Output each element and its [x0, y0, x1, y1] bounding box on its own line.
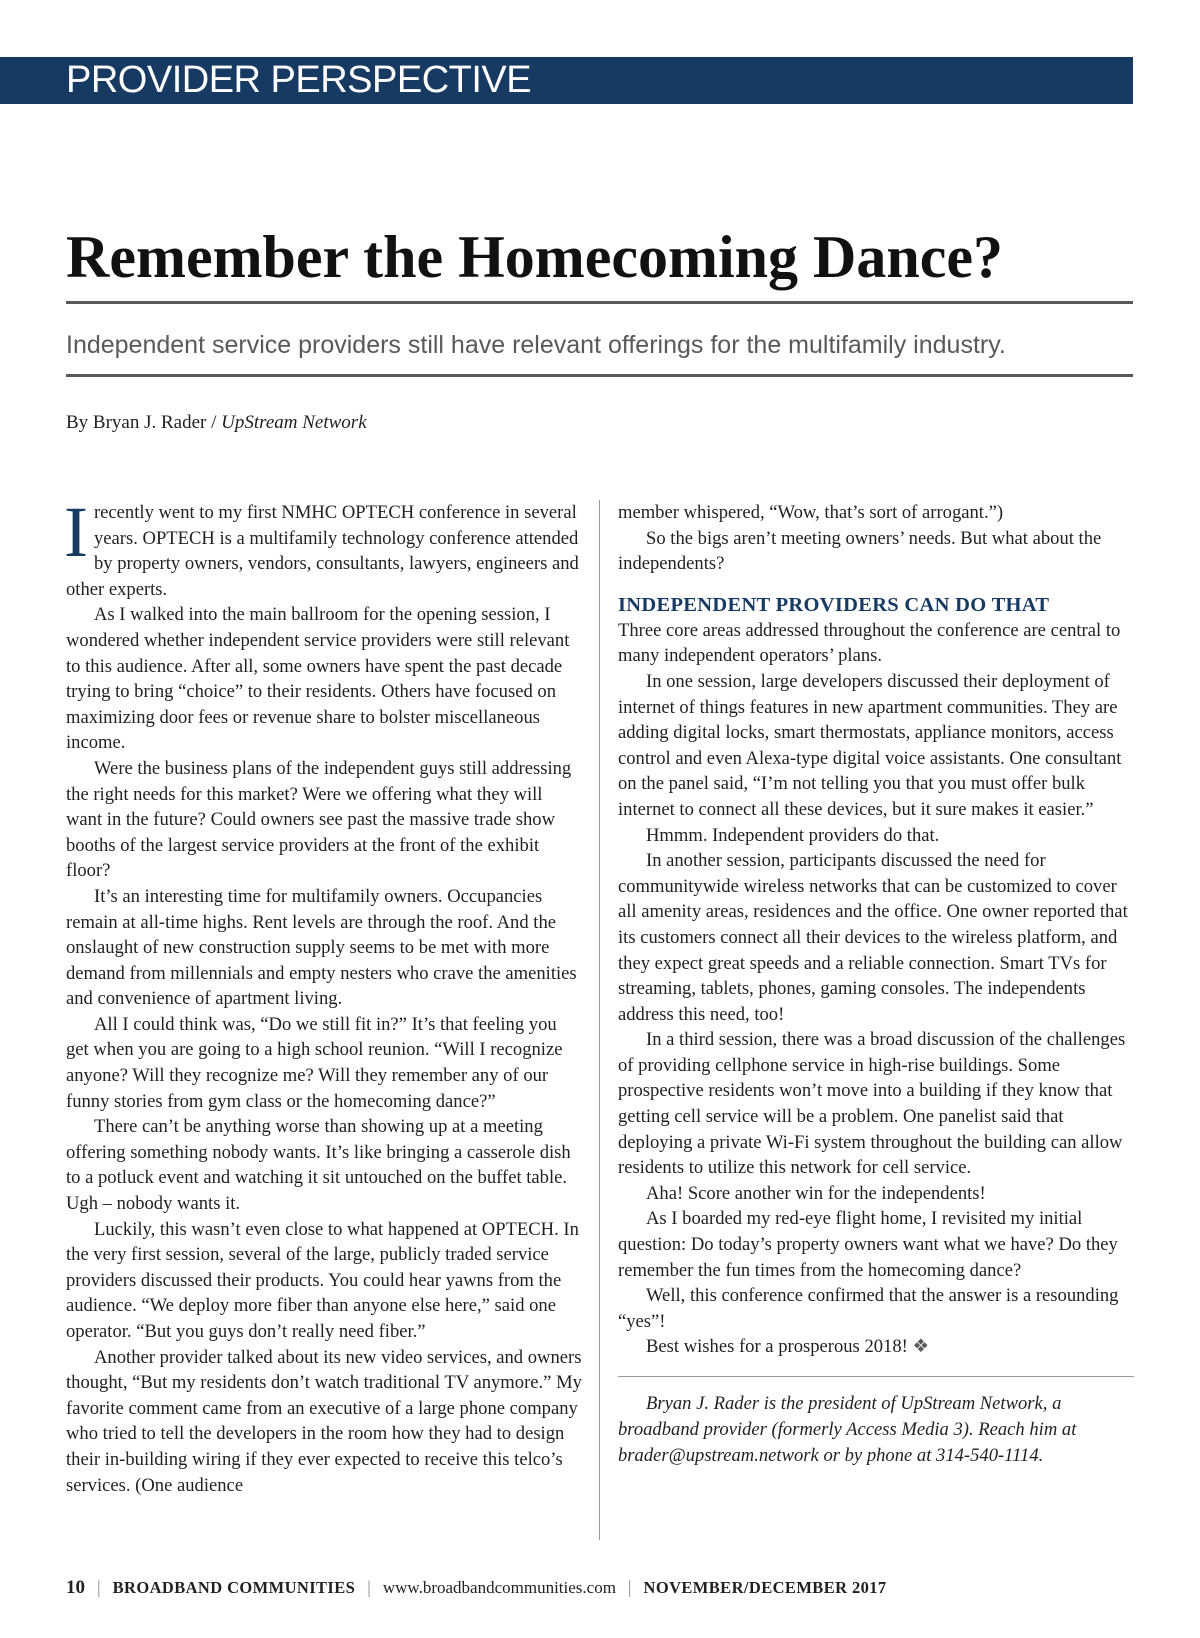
- section-banner: [0, 57, 1133, 104]
- page-number: 10: [66, 1577, 85, 1598]
- paragraph: All I could think was, “Do we still fit in?” It’s that feeling you get when you are going to a high school reunion. “Will I recognize anyone? Will they recognize me? Will they remember any of our funny stories from gym class or the homecoming dance?”: [66, 1013, 563, 1112]
- paragraph: Best wishes for a prosperous 2018! ❖: [646, 1336, 930, 1358]
- paragraph: Luckily, this wasn’t even close to what happened at OPTECH. In the very first session, several of the large, publicly traded service providers discussed their products. You could hear yawns from the audience. “We deploy more fiber than anyone else here,” said one operator. “But you guys don’t really need fiber.”: [66, 1218, 579, 1342]
- issue-date: NOVEMBER/DECEMBER 2017: [643, 1578, 887, 1597]
- byline-author: By Bryan J. Rader /: [66, 412, 217, 433]
- footer-separator: |: [367, 1577, 371, 1597]
- author-bio: Bryan J. Rader is the president of UpStream Network, a broadband provider (formerly Access Media 3). Reach him at brader@upstream.network or by phone at 314-540-1114.: [618, 1393, 1077, 1466]
- drop-cap: I: [64, 492, 88, 572]
- paragraph: There can’t be anything worse than showing up at a meeting offering something nobody wants. It’s like bringing a casserole dish to a potluck event and watching it sit untouched on the buffet table. Ugh – nobody wants it.: [66, 1116, 571, 1215]
- paragraph: Aha! Score another win for the independents!: [646, 1182, 986, 1204]
- section-heading: INDEPENDENT PROVIDERS CAN DO THAT: [618, 593, 1050, 616]
- article-column-left: [64, 492, 583, 1498]
- paragraph: It’s an interesting time for multifamily owners. Occupancies remain at all-time highs. Rent levels are through the roof. And the onslaught of new construction supply seems to be met with more demand from millennials and empty nesters who crave the amenities and convenience of apartment living.: [66, 885, 577, 1010]
- end-mark-icon: ❖: [912, 1336, 930, 1358]
- byline-organization: UpStream Network: [221, 412, 367, 433]
- paragraph: Three core areas addressed throughout the conference are central to many independent operators’ plans.: [618, 619, 1121, 667]
- paragraph: So the bigs aren’t meeting owners’ needs. But what about the independents?: [618, 527, 1102, 575]
- section-label: PROVIDER PERSPECTIVE: [66, 59, 532, 101]
- paragraph: In one session, large developers discussed their deployment of internet of things features in new apartment communities. They are adding digital locks, smart thermostats, appliance monitors, access control and even Alexa-type digital voice assistants. One consultant on the panel said, “I’m not telling you that you must offer bulk internet to connect all these devices, but it sure makes it easier.”: [618, 670, 1122, 820]
- paragraph: Irecently went to my first NMHC OPTECH conference in several years. OPTECH is a multifamily technology conference attended by property owners, vendors, consultants, lawyers, engineers and other experts.: [64, 492, 579, 600]
- footer-separator: |: [97, 1577, 101, 1597]
- footer-separator: |: [627, 1577, 632, 1597]
- column-divider: [599, 500, 600, 1540]
- byline: [66, 410, 367, 436]
- bio-rule: [618, 1376, 1134, 1377]
- paragraph: In another session, participants discussed the need for communitywide wireless networks that can be customized to cover all amenity areas, residences and the office. One owner reported that its customers connect all their devices to the wireless platform, and they expect great speeds and a reliable connection. Smart TVs for streaming, tablets, phones, gaming consoles. The independents address this need, too!: [618, 850, 1128, 1025]
- article-subtitle: Independent service providers still have relevant offerings for the multifamily industry.: [66, 331, 1006, 359]
- paragraph: As I boarded my red-eye flight home, I revisited my initial question: Do today’s property owners want what we have? Do they remember the fun times from the homecoming dance?: [618, 1208, 1118, 1281]
- paragraph: Another provider talked about its new video services, and owners thought, “But my residents don’t watch traditional TV anymore.” My favorite comment came from an executive of a large phone company who tried to tell the developers in the room how they had to design their in-building wiring if they ever expected to receive this telco’s services. (One audience: [66, 1346, 582, 1496]
- paragraph: member whispered, “Wow, that’s sort of arrogant.”): [618, 502, 1004, 523]
- publication-name: BROADBAND COMMUNITIES: [112, 1578, 356, 1597]
- paragraph: Hmmm. Independent providers do that.: [646, 824, 940, 846]
- article-title: Remember the Homecoming Dance?: [66, 224, 1003, 290]
- paragraph: In a third session, there was a broad discussion of the challenges of providing cellphone service in high-rise buildings. Some prospective residents won’t move into a building if they know that getting cell service will be a problem. One panelist said that deploying a private Wi-Fi system throughout the building can allow residents to utilize this network for cell service.: [618, 1029, 1126, 1179]
- article-column-right: [618, 500, 1134, 1469]
- paragraph: Well, this conference confirmed that the answer is a resounding “yes”!: [618, 1285, 1119, 1332]
- paragraph: Were the business plans of the independent guys still addressing the right needs for this market? Were we offering what they will want in the future? Could owners see past the massive trade show booths of the largest service providers at the front of the exhibit floor?: [66, 757, 572, 882]
- paragraph: As I walked into the main ballroom for the opening session, I wondered whether independent service providers were still relevant to this audience. After all, some owners have spent the past decade trying to bring “choice” to their residents. Others have focused on maximizing door fees or revenue share to bolster miscellaneous income.: [66, 604, 570, 754]
- title-rule-bottom: [66, 374, 1133, 377]
- title-rule-top: [66, 301, 1133, 304]
- page-footer: [66, 1574, 887, 1601]
- publication-url: www.broadbandcommunities.com: [382, 1578, 616, 1597]
